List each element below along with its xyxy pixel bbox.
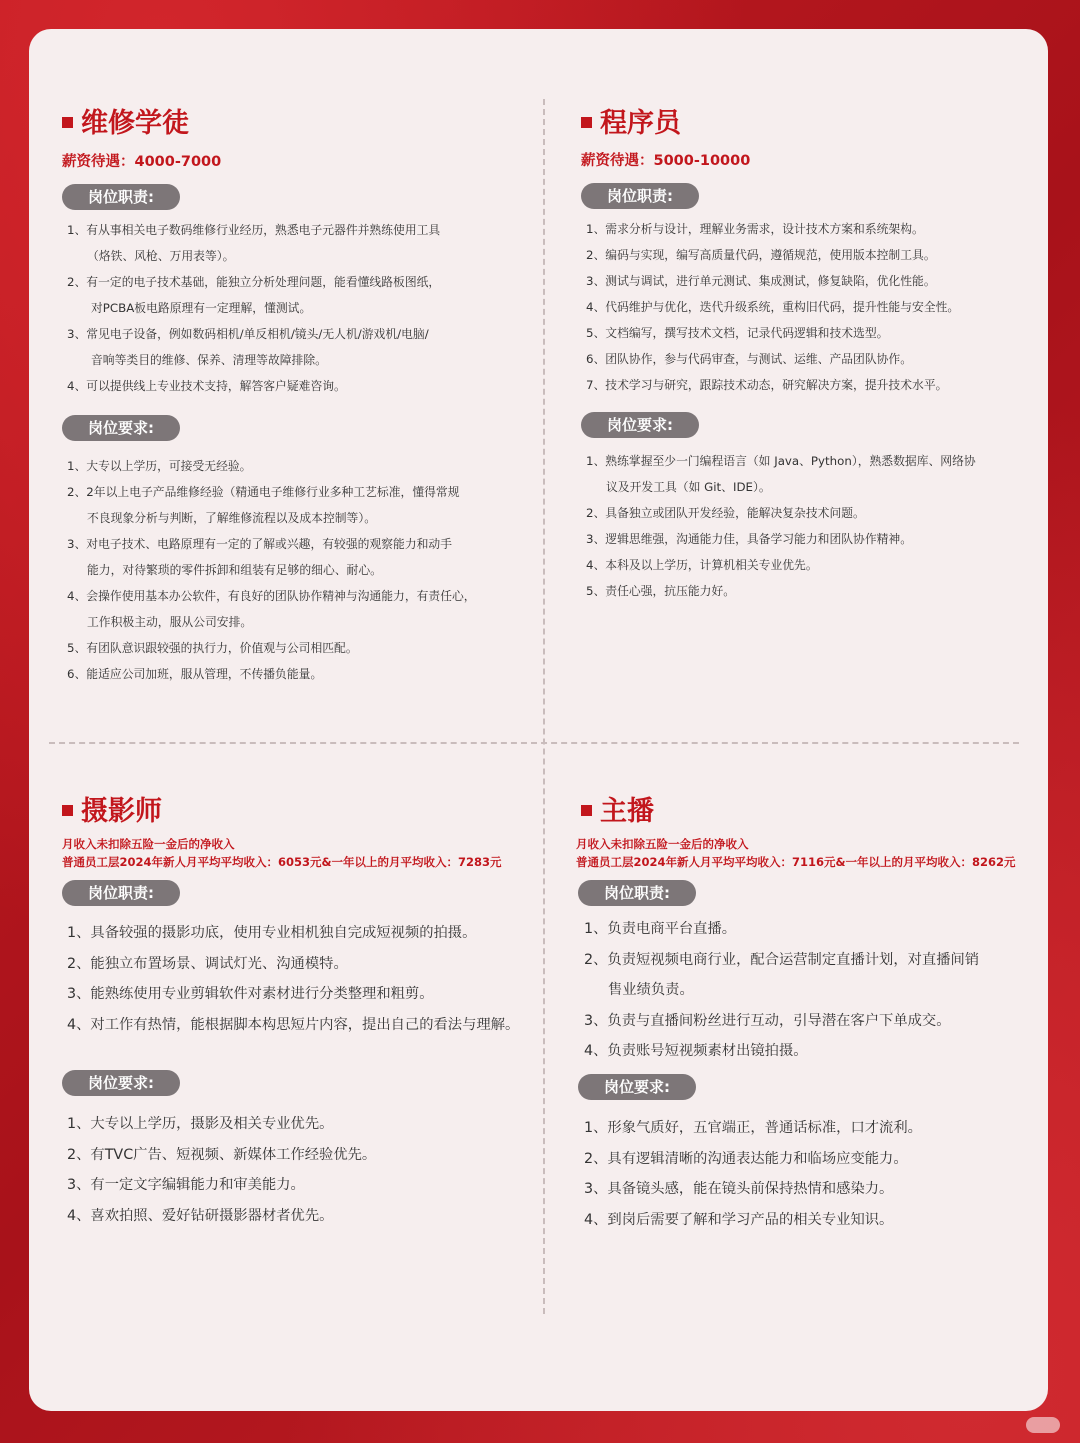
job-title-text: 摄影师: [81, 796, 162, 827]
square-bullet-icon: [581, 805, 592, 816]
list-item: 3、有一定文字编辑能力和审美能力。: [67, 1177, 305, 1193]
requirements-list: [581, 1113, 922, 1235]
list-item: 2、具备独立或团队开发经验，能解决复杂技术问题。: [586, 506, 865, 520]
list-item: 1、具备较强的摄影功底，使用专业相机独自完成短视频的拍摄。: [67, 925, 477, 941]
requirements-list: [581, 449, 976, 605]
list-item: 3、逻辑思维强，沟通能力佳，具备学习能力和团队协作精神。: [586, 532, 913, 546]
job-title: [581, 795, 654, 829]
list-item: 2、2年以上电子产品维修经验（精通电子维修行业多种工艺标准，懂得常规: [67, 485, 460, 499]
list-item: 5、文档编写，撰写技术文档，记录代码逻辑和技术选型。: [586, 326, 889, 340]
list-item: 5、有团队意识跟较强的执行力，价值观与公司相匹配。: [67, 641, 358, 655]
list-item: 1、形象气质好，五官端正，普通话标准，口才流利。: [584, 1120, 922, 1136]
list-item: 工作积极主动，服从公司安排。: [87, 615, 253, 629]
list-item: 1、有从事相关电子数码维修行业经历，熟悉电子元器件并熟练使用工具: [67, 223, 441, 237]
list-item: 2、有TVC广告、短视频、新媒体工作经验优先。: [67, 1146, 377, 1163]
job-title-text: 维修学徒: [81, 108, 189, 139]
square-bullet-icon: [581, 117, 592, 128]
list-item: 2、具有逻辑清晰的沟通表达能力和临场应变能力。: [584, 1150, 908, 1167]
duties-label: 岗位职责:: [581, 183, 699, 209]
watermark-badge: [1026, 1417, 1060, 1433]
list-item: 4、负责账号短视频素材出镜拍摄。: [584, 1043, 808, 1059]
list-item: 3、能熟练使用专业剪辑软件对素材进行分类整理和粗剪。: [67, 986, 434, 1002]
duties-label: 岗位职责:: [62, 184, 180, 210]
job-title: [581, 107, 681, 141]
list-item: 1、熟练掌握至少一门编程语言（如 Java、Python），熟悉数据库、网络协: [586, 454, 976, 468]
job-title-text: 程序员: [600, 108, 681, 139]
income-note: 月收入未扣除五险一金后的净收入: [62, 837, 235, 851]
requirements-list: [62, 1112, 376, 1234]
list-item: 3、测试与调试，进行单元测试、集成测试，修复缺陷，优化性能。: [586, 274, 936, 288]
list-item: 2、负责短视频电商行业，配合运营制定直播计划，对直播间销: [584, 951, 980, 968]
list-item: 4、到岗后需要了解和学习产品的相关专业知识。: [584, 1211, 894, 1228]
requirements-label: 岗位要求:: [581, 412, 699, 438]
income-note: 月收入未扣除五险一金后的净收入: [576, 837, 749, 851]
job-poster-card: [29, 29, 1048, 1411]
duties-label: 岗位职责:: [62, 880, 180, 906]
list-item: 4、本科及以上学历，计算机相关专业优先。: [586, 558, 818, 572]
duties-list: [62, 218, 440, 400]
requirements-label: 岗位要求:: [62, 1070, 180, 1096]
list-item: 3、常见电子设备，例如数码相机/单反相机/镜头/无人机/游戏机/电脑/: [67, 327, 429, 341]
requirements-list: [62, 454, 476, 688]
list-item: 1、需求分析与设计，理解业务需求，设计技术方案和系统架构。: [586, 222, 924, 236]
list-item: 1、大专以上学历，可接受无经验。: [67, 459, 252, 473]
list-item: 2、编码与实现，编写高质量代码，遵循规范，使用版本控制工具。: [586, 248, 936, 262]
salary: 薪资待遇：4000-7000: [62, 154, 222, 170]
list-item: 4、代码维护与优化，迭代升级系统，重构旧代码，提升性能与安全性。: [586, 300, 960, 314]
list-item: 能力，对待繁琐的零件拆卸和组装有足够的细心、耐心。: [87, 563, 382, 577]
salary: 薪资待遇：5000-10000: [581, 153, 751, 169]
list-item: 音响等类目的维修、保养、清理等故障排除。: [91, 353, 327, 367]
square-bullet-icon: [62, 117, 73, 128]
list-item: 7、技术学习与研究，跟踪技术动态，研究解决方案，提升技术水平。: [586, 378, 948, 392]
list-item: 6、团队协作，参与代码审查，与测试、运维、产品团队协作。: [586, 352, 913, 366]
requirements-label: 岗位要求:: [62, 415, 180, 441]
list-item: 3、具备镜头感，能在镜头前保持热情和感染力。: [584, 1181, 894, 1197]
list-item: 1、大专以上学历，摄影及相关专业优先。: [67, 1116, 334, 1132]
square-bullet-icon: [62, 805, 73, 816]
list-item: 4、会操作使用基本办公软件，有良好的团队协作精神与沟通能力，有责任心，: [67, 589, 476, 603]
duties-label: 岗位职责:: [578, 880, 696, 906]
list-item: 3、对电子技术、电路原理有一定的了解或兴趣，有较强的观察能力和动手: [67, 537, 453, 551]
list-item: 2、有一定的电子技术基础，能独立分析处理问题，能看懂线路板图纸，: [67, 275, 441, 289]
list-item: 售业绩负责。: [608, 982, 694, 998]
list-item: 不良现象分析与判断，了解维修流程以及成本控制等）。: [87, 511, 377, 525]
list-item: 5、责任心强，抗压能力好。: [586, 584, 736, 598]
list-item: 3、负责与直播间粉丝进行互动，引导潜在客户下单成交。: [584, 1012, 951, 1029]
list-item: 4、对工作有热情，能根据脚本构思短片内容，提出自己的看法与理解。: [67, 1016, 520, 1033]
list-item: （烙铁、风枪、万用表等）。: [87, 249, 235, 263]
list-item: 议及开发工具（如 Git、IDE）。: [606, 480, 771, 494]
duties-list: [581, 914, 979, 1067]
list-item: 2、能独立布置场景、调试灯光、沟通模特。: [67, 955, 348, 972]
vertical-divider: [543, 99, 545, 1314]
job-title-text: 主播: [600, 796, 654, 827]
list-item: 对PCBA板电路原理有一定理解，懂测试。: [91, 301, 312, 315]
income-average: 普通员工层2024年新人月平均平均收入：7116元&一年以上的月平均收入：8262元: [576, 855, 1016, 869]
job-title: [62, 795, 162, 829]
horizontal-divider: [49, 742, 1019, 744]
list-item: 4、喜欢拍照、爱好钻研摄影器材者优先。: [67, 1207, 334, 1224]
list-item: 4、可以提供线上专业技术支持，解答客户疑难咨询。: [67, 379, 346, 393]
duties-list: [581, 217, 959, 399]
list-item: 1、负责电商平台直播。: [584, 921, 737, 937]
requirements-label: 岗位要求:: [578, 1074, 696, 1100]
job-title: [62, 107, 189, 141]
income-average: 普通员工层2024年新人月平均平均收入：6053元&一年以上的月平均收入：7283元: [62, 855, 502, 869]
duties-list: [62, 921, 519, 1043]
list-item: 6、能适应公司加班，服从管理，不传播负能量。: [67, 667, 323, 681]
